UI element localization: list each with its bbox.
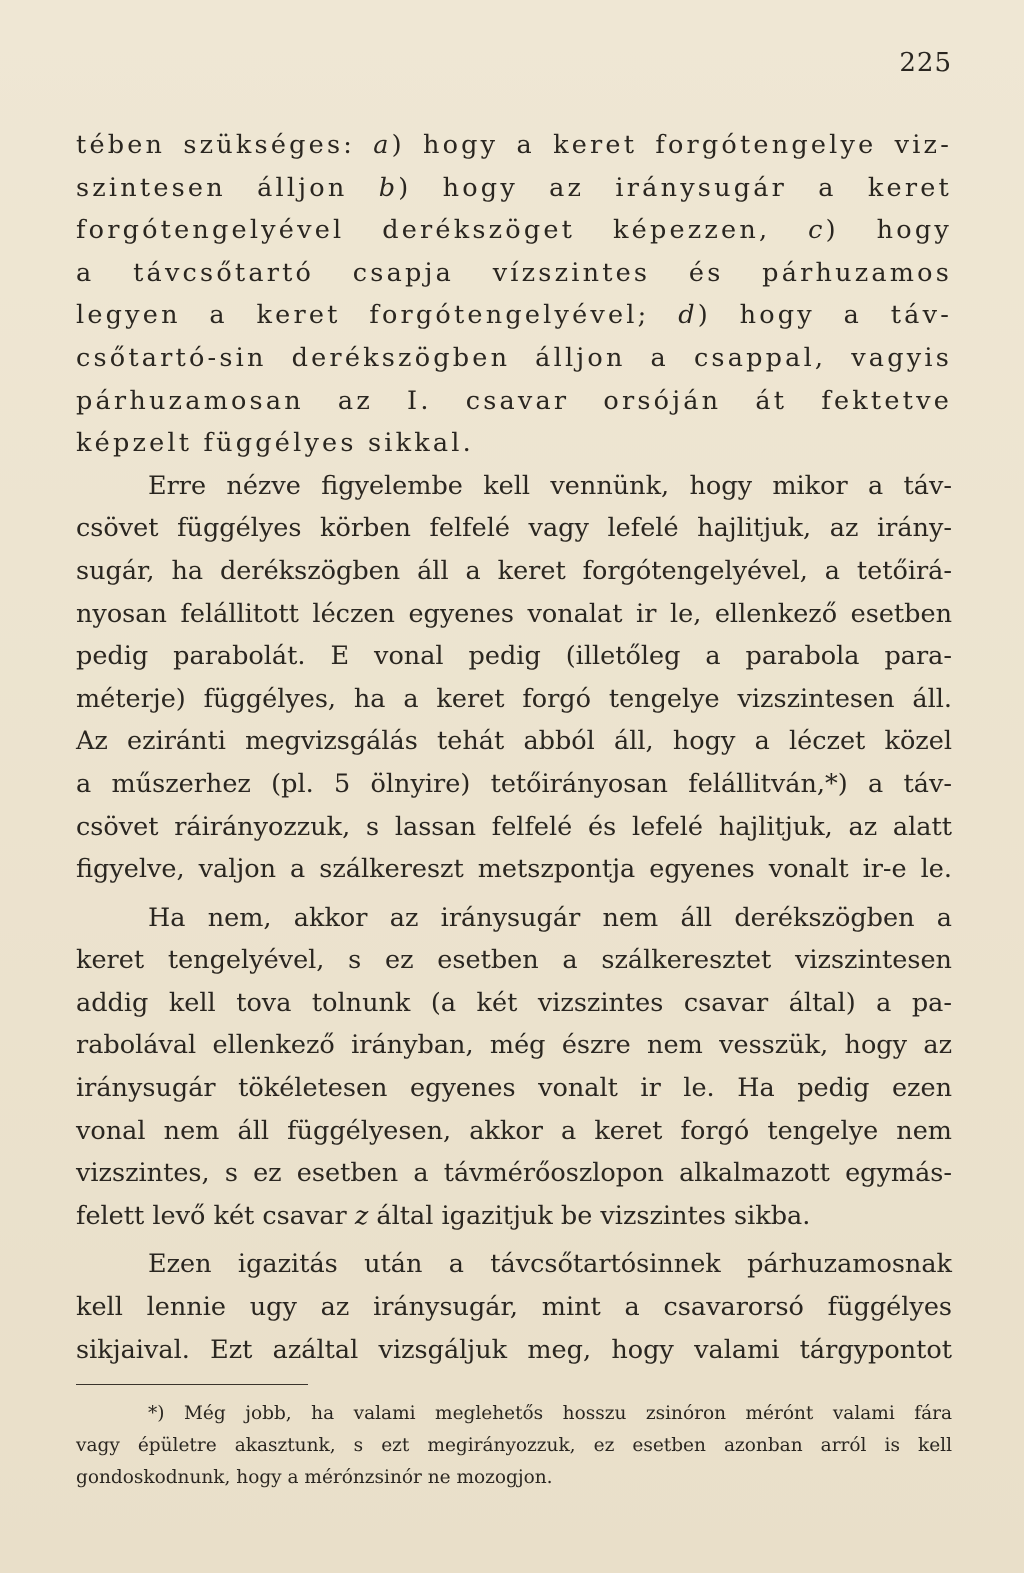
body-line: addig kell tova tolnunk (a két vizszintes csavar által) a pa- (76, 987, 952, 1018)
page-number: 225 (899, 48, 952, 78)
body-line: sugár, ha derékszögben áll a keret forgótengelyével, a tetőirá- (76, 555, 952, 586)
body-line: vonal nem áll függélyesen, akkor a keret forgó tengelye nem (76, 1115, 952, 1146)
body-line: csőtartó-sin derékszögben álljon a csappal, vagyis (76, 342, 952, 373)
body-line: vizszintes, s ez esetben a távmérőoszlopon alkalmazott egymás- (76, 1158, 952, 1189)
body-line: iránysugár tökéletesen egyenes vonalt ir le. Ha pedig ezen (76, 1073, 952, 1104)
body-line: keret tengelyével, s ez esetben a szálkeresztet vizszintesen (76, 945, 952, 976)
body-line: képzelt függélyes sikkal. (76, 428, 474, 459)
body-line: pedig parabolát. E vonal pedig (illetőleg a parabola para- (76, 641, 952, 672)
body-line: kell lennie ugy az iránysugár, mint a csavarorsó függélyes (76, 1292, 952, 1323)
body-line: felett levő két csavar z által igazitjuk be vizszintes sikba. (76, 1200, 811, 1231)
body-line: Erre nézve figyelembe kell vennünk, hogy mikor a táv- (148, 470, 952, 501)
body-line: forgótengelyével derékszöget képezzen, c) hogy (76, 215, 952, 246)
body-line: szintesen álljon b) hogy az iránysugár a keret (76, 172, 952, 203)
body-line: sikjaival. Ezt azáltal vizsgáljuk meg, hogy valami tárgypontot (76, 1334, 952, 1365)
footnote-line: *) Még jobb, ha valami meglehetős hosszu zsinóron mérónt valami fára (148, 1403, 952, 1424)
body-text (76, 124, 952, 1371)
body-line: Ha nem, akkor az iránysugár nem áll derékszögben a (148, 902, 952, 933)
body-line: Az eziránti megvizsgálás tehát abból áll, hogy a léczet közel (76, 726, 952, 757)
body-line: nyosan felállitott léczen egyenes vonalat ir le, ellenkező esetben (76, 598, 952, 629)
body-line: Ezen igazitás után a távcsőtartósinnek párhuzamosnak (148, 1249, 952, 1280)
body-line: a műszerhez (pl. 5 ölnyire) tetőirányosan felállitván,*) a táv- (76, 768, 952, 799)
footnote (76, 1398, 952, 1494)
body-line: tében szükséges: a) hogy a keret forgótengelye viz- (76, 130, 953, 160)
body-line: méterje) függélyes, ha a keret forgó tengelye vizszintesen áll. (76, 683, 952, 714)
footnote-divider (76, 1384, 308, 1385)
body-line: a távcsőtartó csapja vízszintes és párhuzamos (76, 257, 952, 288)
body-line: párhuzamosan az I. csavar orsóján át fektetve (76, 385, 952, 416)
footnote-line: gondoskodnunk, hogy a mérónzsinór ne mozogjon. (76, 1467, 553, 1488)
body-line: figyelve, valjon a szálkereszt metszpontja egyenes vonalt ir-e le. (76, 854, 952, 885)
body-line: csövet függélyes körben felfelé vagy lefelé hajlitjuk, az irány- (76, 513, 952, 544)
body-line: rabolával ellenkező irányban, még észre nem vesszük, hogy az (76, 1030, 952, 1061)
body-line: csövet ráirányozzuk, s lassan felfelé és lefelé hajlitjuk, az alatt (76, 811, 952, 842)
body-line: legyen a keret forgótengelyével; d) hogy a táv- (76, 300, 953, 331)
footnote-line: vagy épületre akasztunk, s ezt megirányozzuk, ez esetben azonban arról is kell (76, 1435, 952, 1456)
